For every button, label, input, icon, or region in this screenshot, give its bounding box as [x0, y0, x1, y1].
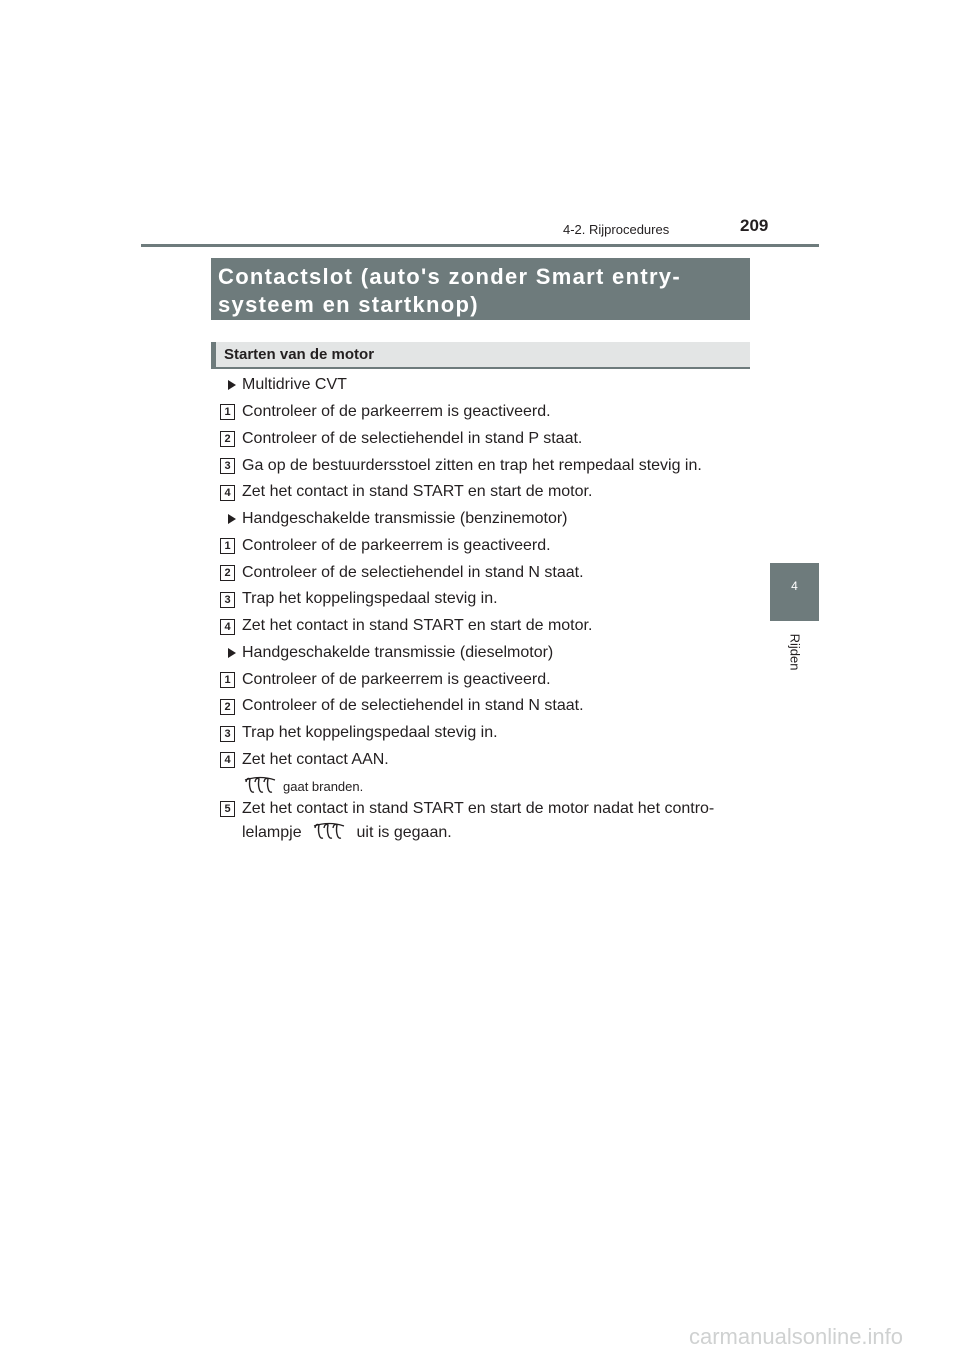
step-text-after-icon: uit is gegaan.: [356, 824, 452, 841]
step-number: 3: [220, 458, 235, 474]
step-text: Controleer of de selectiehendel in stand P staat.: [242, 430, 583, 447]
chapter-label: Rijden: [787, 633, 803, 671]
section-title: [211, 258, 750, 320]
triangle-bullet-icon: [228, 380, 236, 390]
subheading-text: Starten van de motor: [224, 346, 375, 363]
step-number: 3: [220, 726, 235, 742]
step-number: 1: [220, 538, 235, 554]
step-text: Controleer of de parkeerrem is geactiveerd.: [242, 537, 551, 554]
step-text: Controleer of de selectiehendel in stand N staat.: [242, 564, 584, 581]
glow-plug-indicator-icon: [312, 822, 346, 842]
step-text-before-icon: lelampje: [242, 824, 302, 841]
triangle-bullet-icon: [228, 648, 236, 658]
glow-plug-indicator-icon: [243, 776, 277, 796]
step-text: Trap het koppelingspedaal stevig in.: [242, 724, 498, 741]
step-number: 2: [220, 699, 235, 715]
step-text: Trap het koppelingspedaal stevig in.: [242, 590, 498, 607]
step-number: 5: [220, 801, 235, 817]
step-text: Controleer of de parkeerrem is geactiveerd.: [242, 403, 551, 420]
section-title-line-1: Contactslot (auto's zonder Smart entry-: [218, 264, 681, 289]
step-number: 2: [220, 565, 235, 581]
subheading: [211, 342, 750, 369]
step-number: 4: [220, 752, 235, 768]
step-number: 4: [220, 619, 235, 635]
subheading-bar: [211, 342, 216, 367]
page-number: 209: [740, 216, 769, 235]
step-text: Zet het contact in stand START en start de motor nadat het contro-: [242, 800, 715, 817]
group-heading: Handgeschakelde transmissie (benzinemotor): [242, 510, 568, 527]
step-text: Zet het contact AAN.: [242, 751, 389, 768]
step-text: Ga op de bestuurdersstoel zitten en trap het rempedaal stevig in.: [242, 457, 702, 474]
step-number: 1: [220, 404, 235, 420]
step-number: 2: [220, 431, 235, 447]
header-rule: [141, 244, 819, 247]
step-text-continued: [242, 822, 452, 843]
step-text: Zet het contact in stand START en start de motor.: [242, 483, 593, 500]
step-number: 3: [220, 592, 235, 608]
header-section: 4-2. Rijprocedures: [563, 222, 670, 237]
note-text: gaat branden.: [283, 779, 364, 794]
step-number: 1: [220, 672, 235, 688]
step-text: Zet het contact in stand START en start de motor.: [242, 617, 593, 634]
step-text: Controleer of de parkeerrem is geactiveerd.: [242, 671, 551, 688]
step-text: Controleer of de selectiehendel in stand N staat.: [242, 697, 584, 714]
watermark: carmanualsonline.info: [689, 1324, 904, 1349]
triangle-bullet-icon: [228, 514, 236, 524]
group-heading: Multidrive CVT: [242, 376, 347, 393]
chapter-tab: 4: [770, 563, 819, 621]
group-heading: Handgeschakelde transmissie (dieselmotor): [242, 644, 554, 661]
section-title-line-2: systeem en startknop): [218, 292, 479, 317]
step-number: 4: [220, 485, 235, 501]
